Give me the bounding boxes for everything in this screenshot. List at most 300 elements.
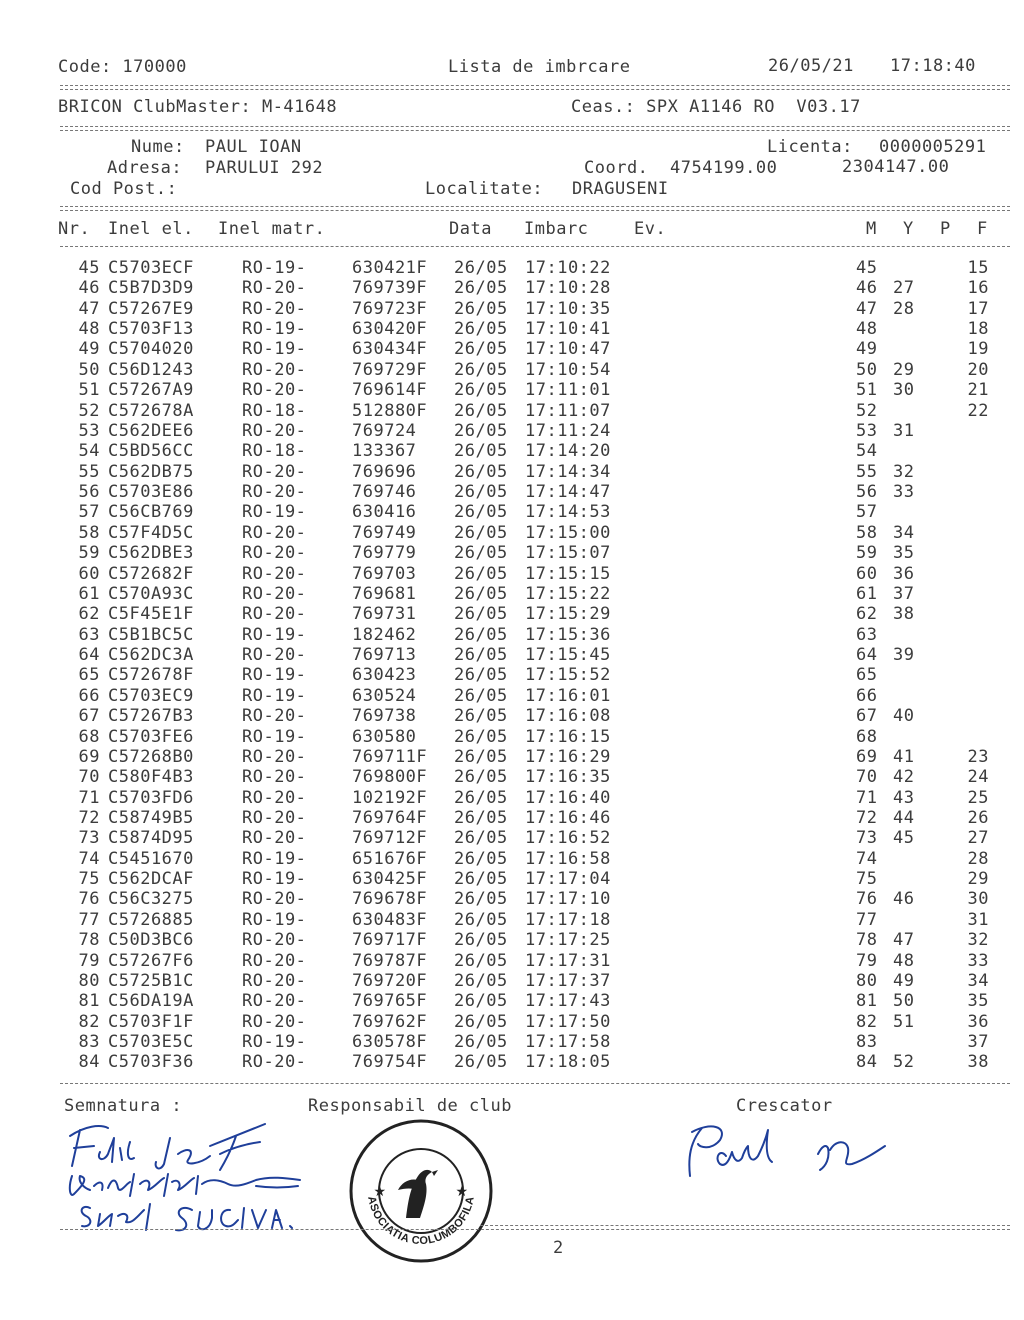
row-number: 81 — [78, 991, 100, 1012]
row-number: 60 — [78, 563, 100, 584]
col-m-value: 50 — [856, 359, 878, 380]
entry-date: 26/05 — [454, 278, 508, 299]
col-m-value: 80 — [856, 970, 878, 991]
ring-number: 769711F — [352, 746, 428, 767]
col-imbarc: Imbarc — [524, 219, 589, 239]
ring-number: 769764F — [352, 807, 428, 828]
ring-country: RO-20- — [242, 767, 307, 788]
entry-time: 17:16:35 — [525, 767, 611, 788]
col-f-value: 36 — [967, 1011, 989, 1032]
ring-country: RO-20- — [242, 1011, 307, 1032]
ring-number: 630421F — [352, 258, 428, 278]
entry-time: 17:10:41 — [525, 319, 611, 340]
signature-label: Semnatura : — [64, 1096, 183, 1116]
col-m-value: 60 — [856, 563, 878, 584]
entry-time: 17:10:22 — [525, 258, 611, 278]
ring-number: 769724 — [352, 420, 417, 441]
table-row — [0, 645, 1024, 665]
table-row — [0, 849, 1024, 869]
col-f-value: 24 — [967, 767, 989, 788]
row-number: 69 — [78, 746, 100, 767]
locality-label: Localitate: — [425, 179, 544, 199]
col-m-value: 48 — [856, 319, 878, 340]
ring-country: RO-20- — [242, 645, 307, 666]
entry-time: 17:16:46 — [525, 807, 611, 828]
entry-date: 26/05 — [454, 848, 508, 869]
col-f-value: 18 — [967, 319, 989, 340]
table-row — [0, 319, 1024, 339]
ring-number: 769729F — [352, 359, 428, 380]
col-m-value: 65 — [856, 665, 878, 686]
divider — [60, 130, 1010, 131]
row-number: 67 — [78, 706, 100, 727]
table-row — [0, 543, 1024, 563]
col-y-value: 36 — [893, 563, 915, 584]
entry-time: 17:15:07 — [525, 543, 611, 564]
electronic-ring: C572678A — [108, 400, 194, 421]
electronic-ring: C5BD56CC — [108, 441, 194, 462]
row-number: 65 — [78, 665, 100, 686]
col-y-value: 42 — [893, 767, 915, 788]
table-row — [0, 889, 1024, 909]
col-m-value: 64 — [856, 645, 878, 666]
table-row — [0, 584, 1024, 604]
table-row — [0, 258, 1024, 278]
ring-country: RO-19- — [242, 909, 307, 930]
col-y-value: 51 — [893, 1011, 915, 1032]
electronic-ring: C5B7D3D9 — [108, 278, 194, 299]
ring-number: 769696 — [352, 461, 417, 482]
electronic-ring: C57268B0 — [108, 746, 194, 767]
ring-number: 630423 — [352, 665, 417, 686]
row-number: 56 — [78, 482, 100, 503]
col-m-value: 74 — [856, 848, 878, 869]
row-number: 50 — [78, 359, 100, 380]
table-row — [0, 482, 1024, 502]
col-f-value: 37 — [967, 1032, 989, 1053]
entry-date: 26/05 — [454, 950, 508, 971]
col-y-value: 30 — [893, 380, 915, 401]
col-f-value: 21 — [967, 380, 989, 401]
row-number: 62 — [78, 604, 100, 625]
entry-time: 17:17:31 — [525, 950, 611, 971]
ring-country: RO-20- — [242, 706, 307, 727]
table-row — [0, 502, 1024, 522]
ring-number: 769738 — [352, 706, 417, 727]
col-f-value: 38 — [967, 1052, 989, 1073]
entry-date: 26/05 — [454, 828, 508, 849]
electronic-ring: C57267E9 — [108, 298, 194, 319]
col-f-value: 27 — [967, 828, 989, 849]
row-number: 48 — [78, 319, 100, 340]
coord-x: 4754199.00 — [670, 158, 778, 178]
entry-date: 26/05 — [454, 359, 508, 380]
col-f-value: 33 — [967, 950, 989, 971]
row-number: 76 — [78, 889, 100, 910]
stamp-text: ASOCIATIA COLUMBOFILA — [365, 1195, 477, 1248]
table-row — [0, 930, 1024, 950]
ring-number: 769681 — [352, 583, 417, 604]
entry-time: 17:17:43 — [525, 991, 611, 1012]
entry-date: 26/05 — [454, 706, 508, 727]
entry-time: 17:14:47 — [525, 482, 611, 503]
entry-date: 26/05 — [454, 991, 508, 1012]
col-m-value: 47 — [856, 298, 878, 319]
ring-country: RO-20- — [242, 991, 307, 1012]
col-f-value: 31 — [967, 909, 989, 930]
entry-time: 17:16:29 — [525, 746, 611, 767]
clock-info: Ceas.: SPX A1146 RO V03.17 — [571, 97, 861, 117]
col-m-value: 58 — [856, 522, 878, 543]
row-number: 84 — [78, 1052, 100, 1073]
license-label: Licenta: — [767, 137, 853, 157]
col-m-value: 76 — [856, 889, 878, 910]
electronic-ring: C5703FD6 — [108, 787, 194, 808]
col-y-value: 28 — [893, 298, 915, 319]
list-date: 26/05/21 — [768, 56, 854, 76]
ring-country: RO-20- — [242, 1052, 307, 1073]
entry-date: 26/05 — [454, 1052, 508, 1073]
row-number: 74 — [78, 848, 100, 869]
row-number: 66 — [78, 685, 100, 706]
electronic-ring: C5703E5C — [108, 1032, 194, 1053]
col-m-value: 81 — [856, 991, 878, 1012]
entry-time: 17:15:45 — [525, 645, 611, 666]
ring-country: RO-20- — [242, 278, 307, 299]
row-number: 58 — [78, 522, 100, 543]
electronic-ring: C56DA19A — [108, 991, 194, 1012]
ring-country: RO-20- — [242, 970, 307, 991]
col-inel-el: Inel el. — [108, 219, 194, 239]
entry-date: 26/05 — [454, 746, 508, 767]
electronic-ring: C56D1243 — [108, 359, 194, 380]
col-f-value: 34 — [967, 970, 989, 991]
entry-date: 26/05 — [454, 339, 508, 360]
table-row — [0, 1012, 1024, 1032]
entry-time: 17:16:58 — [525, 848, 611, 869]
license-value: 0000005291 — [879, 137, 987, 157]
entry-date: 26/05 — [454, 400, 508, 421]
col-f-value: 32 — [967, 930, 989, 951]
col-f-value: 30 — [967, 889, 989, 910]
col-y: Y — [903, 219, 914, 239]
entry-time: 17:14:20 — [525, 441, 611, 462]
row-number: 53 — [78, 420, 100, 441]
entry-time: 17:17:58 — [525, 1032, 611, 1053]
col-data: Data — [449, 219, 492, 239]
entry-date: 26/05 — [454, 298, 508, 319]
electronic-ring: C5703F1F — [108, 1011, 194, 1032]
col-f-value: 15 — [967, 258, 989, 278]
entry-time: 17:10:35 — [525, 298, 611, 319]
col-m-value: 79 — [856, 950, 878, 971]
ring-number: 769746 — [352, 482, 417, 503]
ring-number: 769765F — [352, 991, 428, 1012]
table-row — [0, 808, 1024, 828]
col-y-value: 32 — [893, 461, 915, 482]
divider — [60, 246, 1010, 247]
table-row — [0, 380, 1024, 400]
electronic-ring: C5703E86 — [108, 482, 194, 503]
table-row — [0, 360, 1024, 380]
entry-date: 26/05 — [454, 522, 508, 543]
table-row — [0, 564, 1024, 584]
table-row — [0, 910, 1024, 930]
col-m-value: 49 — [856, 339, 878, 360]
entry-date: 26/05 — [454, 685, 508, 706]
row-number: 52 — [78, 400, 100, 421]
electronic-ring: C5704020 — [108, 339, 194, 360]
entry-date: 26/05 — [454, 502, 508, 523]
entry-date: 26/05 — [454, 563, 508, 584]
ring-number: 769739F — [352, 278, 428, 299]
coord-y: 2304147.00 — [842, 157, 950, 177]
entry-time: 17:17:37 — [525, 970, 611, 991]
col-m-value: 83 — [856, 1032, 878, 1053]
ring-country: RO-20- — [242, 543, 307, 564]
divider — [60, 1083, 1010, 1084]
club-stamp — [348, 1118, 494, 1264]
entry-time: 17:17:10 — [525, 889, 611, 910]
table-row — [0, 1032, 1024, 1052]
ring-number: 630416 — [352, 502, 417, 523]
col-m-value: 66 — [856, 685, 878, 706]
ring-number: 769731 — [352, 604, 417, 625]
row-number: 79 — [78, 950, 100, 971]
electronic-ring: C58749B5 — [108, 807, 194, 828]
col-y-value: 35 — [893, 543, 915, 564]
entry-date: 26/05 — [454, 807, 508, 828]
row-number: 73 — [78, 828, 100, 849]
row-number: 45 — [78, 258, 100, 278]
table-row — [0, 625, 1024, 645]
ring-country: RO-20- — [242, 746, 307, 767]
ring-number: 630434F — [352, 339, 428, 360]
table-row — [0, 441, 1024, 461]
ring-country: RO-19- — [242, 869, 307, 890]
entry-time: 17:17:18 — [525, 909, 611, 930]
col-p: P — [940, 219, 951, 239]
electronic-ring: C5703EC9 — [108, 685, 194, 706]
col-m-value: 75 — [856, 869, 878, 890]
table-row — [0, 278, 1024, 298]
electronic-ring: C562DEE6 — [108, 420, 194, 441]
ring-number: 769713 — [352, 645, 417, 666]
electronic-ring: C5726885 — [108, 909, 194, 930]
table-row — [0, 462, 1024, 482]
col-m-value: 84 — [856, 1052, 878, 1073]
row-number: 59 — [78, 543, 100, 564]
col-f-value: 19 — [967, 339, 989, 360]
club-responsible-label: Responsabil de club — [308, 1096, 512, 1116]
col-m-value: 82 — [856, 1011, 878, 1032]
ring-number: 769800F — [352, 767, 428, 788]
electronic-ring: C562DB75 — [108, 461, 194, 482]
electronic-ring: C562DCAF — [108, 869, 194, 890]
ring-country: RO-19- — [242, 1032, 307, 1053]
col-inel-matr: Inel matr. — [218, 219, 326, 239]
row-number: 49 — [78, 339, 100, 360]
page-number: 2 — [553, 1238, 564, 1258]
ring-country: RO-20- — [242, 950, 307, 971]
entry-date: 26/05 — [454, 461, 508, 482]
col-m-value: 62 — [856, 604, 878, 625]
entry-time: 17:11:24 — [525, 420, 611, 441]
svg-text:★★: ★ ★ — [373, 1183, 469, 1199]
ring-country: RO-20- — [242, 930, 307, 951]
table-row — [0, 1052, 1024, 1072]
entry-time: 17:18:05 — [525, 1052, 611, 1073]
list-title: Lista de imbrcare — [448, 57, 631, 77]
ring-country: RO-20- — [242, 563, 307, 584]
entry-time: 17:15:00 — [525, 522, 611, 543]
electronic-ring: C57267B3 — [108, 706, 194, 727]
table-row — [0, 401, 1024, 421]
electronic-ring: C5F45E1F — [108, 604, 194, 625]
electronic-ring: C5451670 — [108, 848, 194, 869]
electronic-ring: C56CB769 — [108, 502, 194, 523]
row-number: 82 — [78, 1011, 100, 1032]
entry-time: 17:15:52 — [525, 665, 611, 686]
col-m-value: 61 — [856, 583, 878, 604]
ring-number: 769787F — [352, 950, 428, 971]
col-f-value: 29 — [967, 869, 989, 890]
col-y-value: 38 — [893, 604, 915, 625]
ring-country: RO-19- — [242, 665, 307, 686]
entry-date: 26/05 — [454, 258, 508, 278]
table-row — [0, 706, 1024, 726]
entry-date: 26/05 — [454, 665, 508, 686]
entry-time: 17:15:15 — [525, 563, 611, 584]
locality-value: DRAGUSENI — [572, 179, 669, 199]
list-code: Code: 170000 — [58, 57, 187, 77]
ring-number: 769749 — [352, 522, 417, 543]
col-y-value: 33 — [893, 482, 915, 503]
ring-number: 133367 — [352, 441, 417, 462]
row-number: 57 — [78, 502, 100, 523]
entry-time: 17:14:53 — [525, 502, 611, 523]
col-y-value: 47 — [893, 930, 915, 951]
table-row — [0, 727, 1024, 747]
entry-date: 26/05 — [454, 482, 508, 503]
col-m-value: 68 — [856, 726, 878, 747]
ring-country: RO-20- — [242, 889, 307, 910]
col-y-value: 37 — [893, 583, 915, 604]
table-row — [0, 869, 1024, 889]
col-y-value: 34 — [893, 522, 915, 543]
col-y-value: 39 — [893, 645, 915, 666]
entry-time: 17:17:50 — [525, 1011, 611, 1032]
table-row — [0, 299, 1024, 319]
club-master: BRICON ClubMaster: M-41648 — [58, 97, 338, 117]
row-number: 68 — [78, 726, 100, 747]
col-m-value: 55 — [856, 461, 878, 482]
ring-country: RO-18- — [242, 441, 307, 462]
divider — [60, 85, 1010, 86]
ring-country: RO-19- — [242, 726, 307, 747]
entry-date: 26/05 — [454, 909, 508, 930]
entry-date: 26/05 — [454, 869, 508, 890]
table-row — [0, 951, 1024, 971]
address-label: Adresa: — [107, 158, 183, 178]
table-row — [0, 686, 1024, 706]
electronic-ring: C56C3275 — [108, 889, 194, 910]
electronic-ring: C572682F — [108, 563, 194, 584]
entry-time: 17:15:22 — [525, 583, 611, 604]
ring-number: 630425F — [352, 869, 428, 890]
electronic-ring: C57267A9 — [108, 380, 194, 401]
electronic-ring: C5703F36 — [108, 1052, 194, 1073]
ring-number: 769754F — [352, 1052, 428, 1073]
col-ev: Ev. — [634, 219, 667, 239]
coord-label: Coord. — [584, 158, 649, 178]
row-number: 61 — [78, 583, 100, 604]
row-number: 47 — [78, 298, 100, 319]
entry-time: 17:16:08 — [525, 706, 611, 727]
entry-time: 17:10:54 — [525, 359, 611, 380]
table-row — [0, 788, 1024, 808]
table-row — [0, 991, 1024, 1011]
col-f-value: 26 — [967, 807, 989, 828]
electronic-ring: C5703ECF — [108, 258, 194, 278]
entry-time: 17:17:04 — [525, 869, 611, 890]
col-m-value: 59 — [856, 543, 878, 564]
col-f-value: 35 — [967, 991, 989, 1012]
col-y-value: 50 — [893, 991, 915, 1012]
col-y-value: 49 — [893, 970, 915, 991]
entry-date: 26/05 — [454, 726, 508, 747]
row-number: 54 — [78, 441, 100, 462]
ring-number: 630580 — [352, 726, 417, 747]
ring-number: 630420F — [352, 319, 428, 340]
ring-country: RO-19- — [242, 848, 307, 869]
electronic-ring: C5874D95 — [108, 828, 194, 849]
ring-country: RO-20- — [242, 461, 307, 482]
ring-number: 769762F — [352, 1011, 428, 1032]
electronic-ring: C572678F — [108, 665, 194, 686]
ring-country: RO-20- — [242, 604, 307, 625]
col-f-value: 16 — [967, 278, 989, 299]
entry-date: 26/05 — [454, 767, 508, 788]
divider — [60, 210, 1010, 211]
row-number: 51 — [78, 380, 100, 401]
entry-date: 26/05 — [454, 889, 508, 910]
row-number: 77 — [78, 909, 100, 930]
col-y-value: 43 — [893, 787, 915, 808]
col-m-value: 69 — [856, 746, 878, 767]
row-number: 64 — [78, 645, 100, 666]
row-number: 80 — [78, 970, 100, 991]
col-m: M — [866, 219, 877, 239]
name-label: Nume: — [131, 137, 185, 157]
ring-country: RO-19- — [242, 502, 307, 523]
entry-time: 17:16:15 — [525, 726, 611, 747]
entry-time: 17:10:28 — [525, 278, 611, 299]
ring-number: 102192F — [352, 787, 428, 808]
ring-country: RO-20- — [242, 828, 307, 849]
ring-country: RO-18- — [242, 400, 307, 421]
divider — [60, 1229, 1010, 1230]
electronic-ring: C5703FE6 — [108, 726, 194, 747]
ring-country: RO-20- — [242, 380, 307, 401]
electronic-ring: C50D3BC6 — [108, 930, 194, 951]
row-number: 75 — [78, 869, 100, 890]
col-m-value: 71 — [856, 787, 878, 808]
entry-time: 17:15:36 — [525, 624, 611, 645]
divider — [480, 1225, 1010, 1226]
entry-date: 26/05 — [454, 604, 508, 625]
row-number: 71 — [78, 787, 100, 808]
